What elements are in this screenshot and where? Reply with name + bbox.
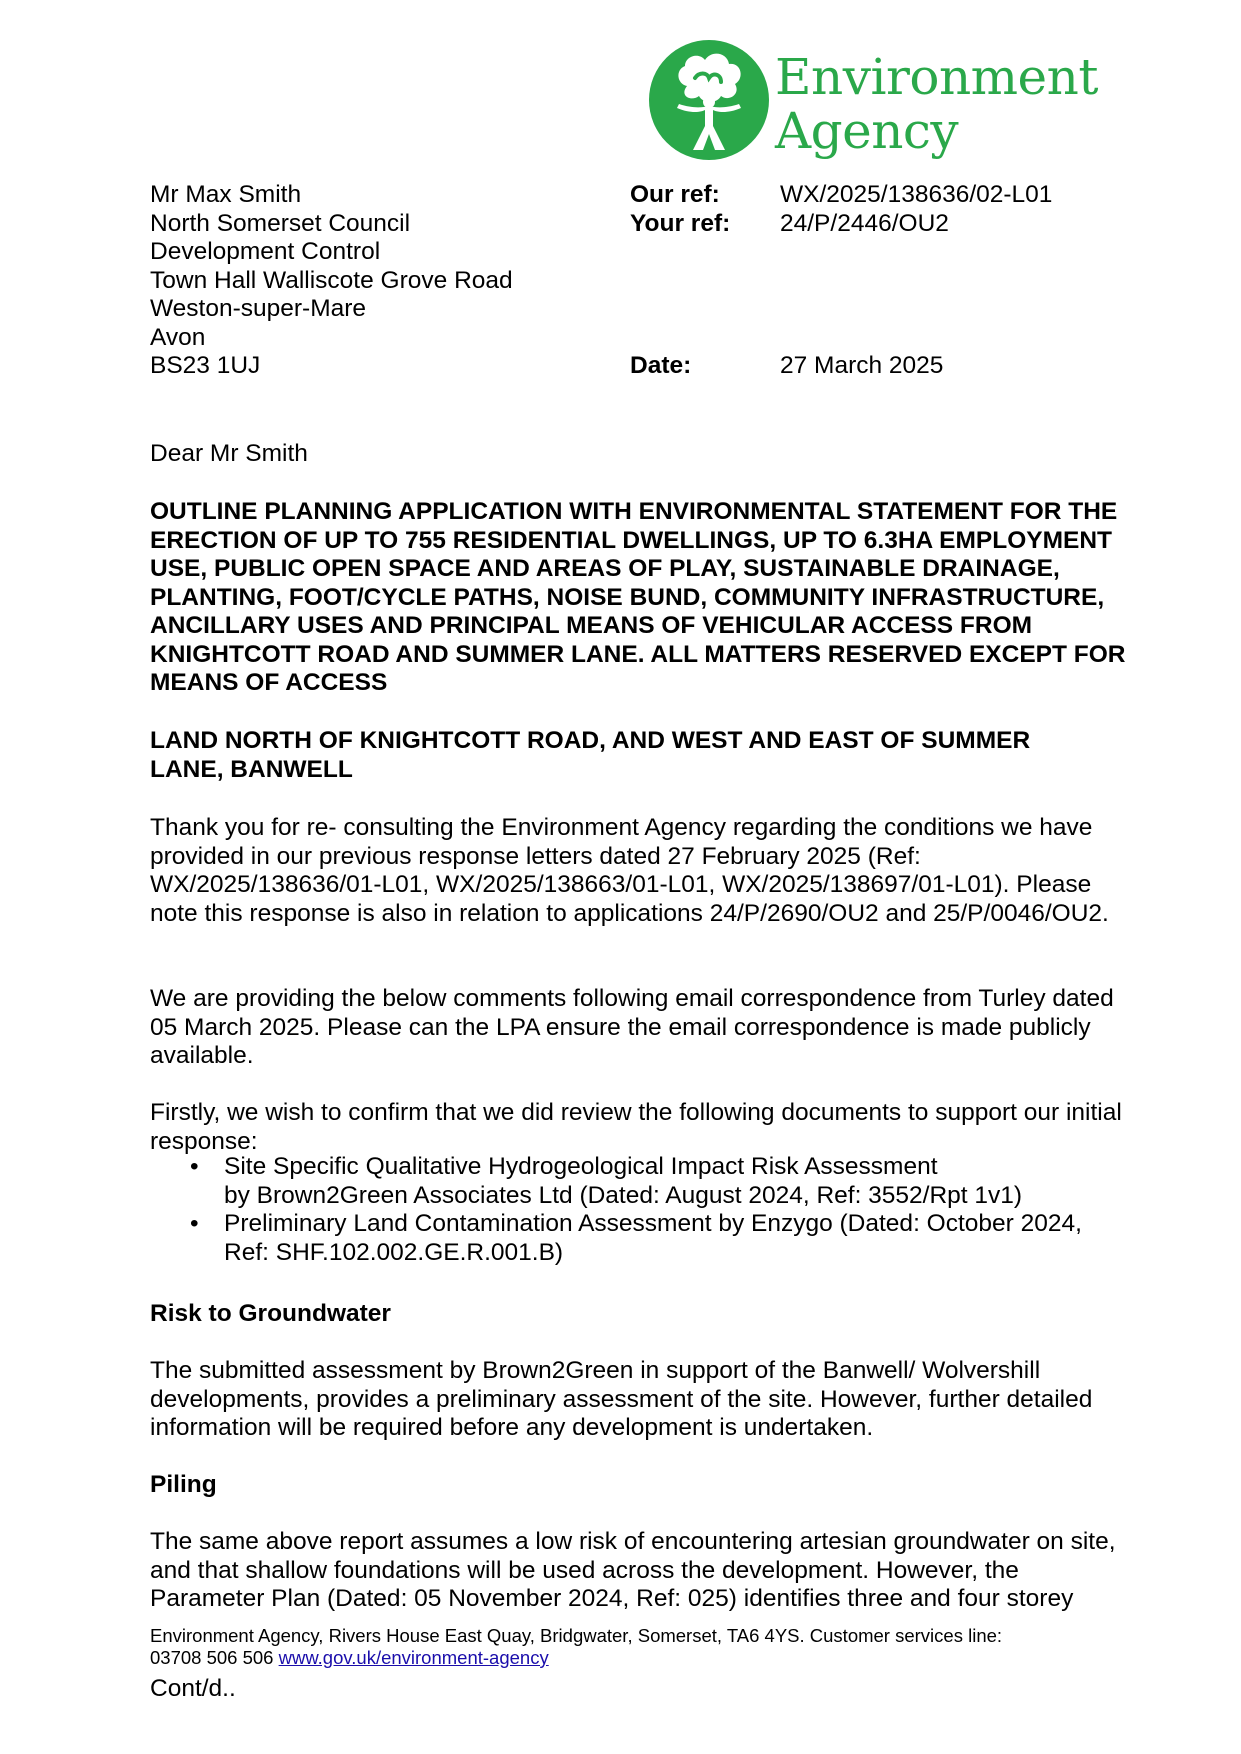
list-item-line: Site Specific Qualitative Hydrogeological Impact Risk Assessment xyxy=(224,1153,938,1180)
documents-list xyxy=(150,1153,1130,1267)
address-line: North Somerset Council xyxy=(150,209,411,237)
list-item xyxy=(150,1153,1130,1210)
logo-wordmark xyxy=(775,50,1098,158)
list-item-line: Ref: SHF.102.002.GE.R.001.B) xyxy=(224,1238,564,1266)
date-value: 27 March 2025 xyxy=(780,352,944,379)
address-line: Avon xyxy=(150,323,206,351)
subject-heading: OUTLINE PLANNING APPLICATION WITH ENVIRONMENTAL STATEMENT FOR THE ERECTION OF UP TO 755 RESIDENTIAL DWELLINGS, UP TO 6.3HA EMPLOYMENT USE, PUBLIC OPEN SPACE AND AREAS OF PLAY, SUSTAINABLE DRAINAGE, PLANTING, FOOT/CYCLE PATHS, NOISE BUND, COMMUNITY INFRASTRUCTURE, ANCILLARY USES AND PRINCIPAL MEANS OF VEHICULAR ACCESS FROM KNIGHTCOTT ROAD AND SUMMER LANE. ALL MATTERS RESERVED EXCEPT FOR MEANS OF ACCESS xyxy=(150,498,1126,696)
list-item-line: Preliminary Land Contamination Assessment by Enzygo (Dated: October 2024, xyxy=(224,1210,1082,1237)
piling-heading: Piling xyxy=(150,1471,217,1498)
recipient-address xyxy=(150,181,513,381)
location-heading: LAND NORTH OF KNIGHTCOTT ROAD, AND WEST AND EAST OF SUMMER LANE, BANWELL xyxy=(150,727,1031,783)
paragraph-documents-intro: Firstly, we wish to confirm that we did review the following documents to support our initial response: xyxy=(150,1099,1122,1155)
paragraph-correspondence: We are providing the below comments following email correspondence from Turley dated 05 March 2025. Please can the LPA ensure the email correspondence is made publicly available. xyxy=(150,985,1114,1069)
address-line: BS23 1UJ xyxy=(150,352,261,379)
address-line: Development Control xyxy=(150,238,381,265)
our-ref-value: WX/2025/138636/02-L01 xyxy=(780,181,1053,208)
address-line: Mr Max Smith xyxy=(150,181,302,208)
footer-address: Environment Agency, Rivers House East Quay, Bridgwater, Somerset, TA6 4YS. Customer services line: xyxy=(150,1625,1003,1646)
footer-phone: 03708 506 506 xyxy=(150,1647,274,1668)
address-line: Town Hall Walliscote Grove Road xyxy=(150,266,513,294)
our-ref-row xyxy=(630,181,1130,210)
continued-marker: Cont/d.. xyxy=(150,1675,236,1702)
paragraph-reconsultation: Thank you for re- consulting the Environment Agency regarding the conditions we have provided in our previous response letters dated 27 February 2025 (Ref: WX/2025/138636/01-L01, WX/2025/138663/01-L01, WX/2025/138697/01-L01). Please note this response is also in relation to applications 24/P/2690/OU2 and 25/P/0046/OU2. xyxy=(150,814,1109,927)
date-row xyxy=(630,352,1130,381)
date-label: Date: xyxy=(630,352,692,379)
your-ref-label: Your ref: xyxy=(630,209,731,237)
your-ref-value: 24/P/2446/OU2 xyxy=(780,209,949,237)
address-line: Weston-super-Mare xyxy=(150,295,367,322)
our-ref-label: Our ref: xyxy=(630,181,720,208)
salutation: Dear Mr Smith xyxy=(150,440,308,467)
groundwater-heading: Risk to Groundwater xyxy=(150,1300,391,1327)
footer-website-link[interactable]: www.gov.uk/environment-agency xyxy=(278,1647,549,1668)
list-item xyxy=(150,1210,1130,1267)
footer-contact-line xyxy=(150,1647,1130,1669)
environment-agency-logo xyxy=(647,38,1098,168)
your-ref-row xyxy=(630,210,1130,239)
bullet-icon: • xyxy=(190,1210,199,1237)
logo-line-environment: Environment xyxy=(775,48,1098,106)
reference-block xyxy=(630,181,1130,381)
tree-person-logo-icon xyxy=(647,38,771,162)
bullet-icon: • xyxy=(190,1153,199,1180)
groundwater-paragraph: The submitted assessment by Brown2Green in support of the Banwell/ Wolvershill developments, provides a preliminary assessment of the site. However, further detailed information will be required before any development is undertaken. xyxy=(150,1357,1093,1441)
letter-footer xyxy=(150,1625,1130,1669)
list-item-line: by Brown2Green Associates Ltd (Dated: August 2024, Ref: 3552/Rpt 1v1) xyxy=(224,1181,1023,1209)
logo-line-agency: Agency xyxy=(775,102,959,160)
piling-paragraph: The same above report assumes a low risk of encountering artesian groundwater on site, and that shallow foundations will be used across the development. However, the Parameter Plan (Dated: 05 November 2024, Ref: 025) identifies three and four storey xyxy=(150,1528,1116,1612)
